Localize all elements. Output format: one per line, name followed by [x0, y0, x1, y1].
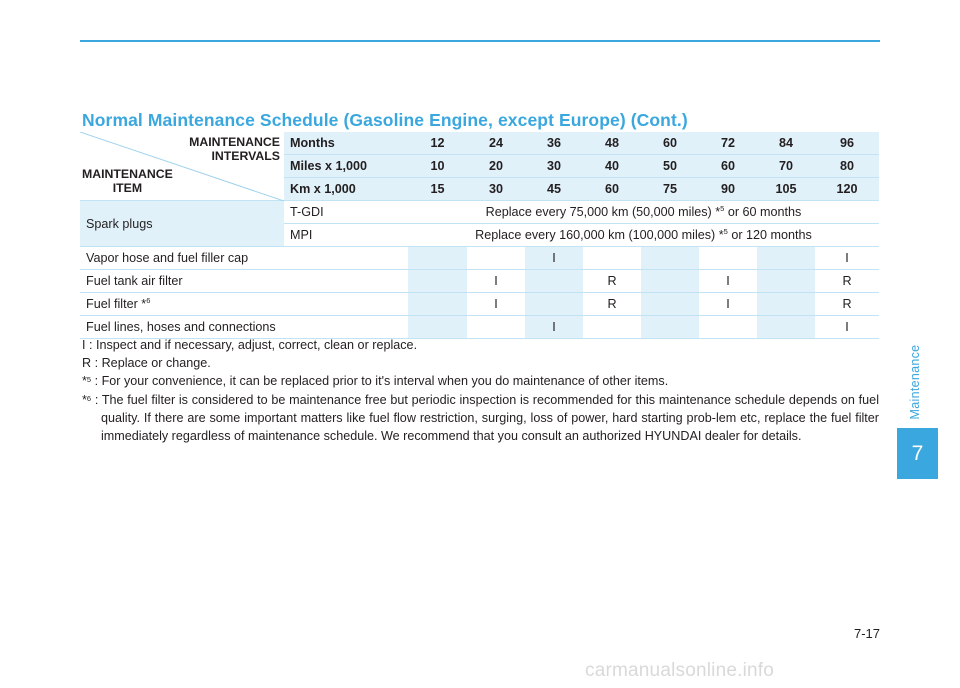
- schedule-cell: [757, 247, 815, 270]
- schedule-cell: R: [815, 293, 879, 316]
- corner-item-label: [82, 167, 173, 195]
- header-value: 80: [815, 155, 879, 178]
- footnote-text: : For your convenience, it can be replaced prior to it's interval when you do maintenance of other items.: [91, 374, 669, 389]
- corner-intervals-line1: MAINTENANCE: [189, 135, 280, 149]
- schedule-cell: [525, 270, 583, 293]
- header-value: 75: [641, 178, 699, 201]
- table-row: [80, 247, 879, 270]
- schedule-cell: [699, 247, 757, 270]
- engine-label-tgdi: T-GDI: [284, 201, 408, 224]
- header-value: 10: [408, 155, 467, 178]
- header-value: 90: [699, 178, 757, 201]
- item-cell-spark-plugs: Spark plugs: [80, 201, 284, 247]
- schedule-cell: I: [815, 316, 879, 339]
- maintenance-schedule-table: [80, 132, 879, 339]
- schedule-cell: [525, 293, 583, 316]
- note-inspect: I : Inspect and if necessary, adjust, correct, clean or replace.: [82, 338, 418, 352]
- top-rule: [80, 40, 880, 42]
- corner-item-line2: ITEM: [112, 181, 143, 195]
- schedule-cell: R: [583, 270, 641, 293]
- page-title: Normal Maintenance Schedule (Gasoline Engine, except Europe) (Cont.): [82, 110, 688, 130]
- schedule-cell: I: [525, 316, 583, 339]
- footnote-asterisk: *: [82, 392, 87, 407]
- spark-plug-interval-mpi: [408, 224, 879, 247]
- schedule-cell: R: [815, 270, 879, 293]
- footnote-asterisk: *: [82, 374, 87, 389]
- header-value: 120: [815, 178, 879, 201]
- header-value: 30: [525, 155, 583, 178]
- header-value: 105: [757, 178, 815, 201]
- footnote-marker: 6: [146, 296, 151, 305]
- header-value: 45: [525, 178, 583, 201]
- watermark: carmanualsonline.info: [585, 660, 775, 681]
- item-name-text: Vapor hose and fuel filler cap: [86, 251, 249, 265]
- item-name-text: Fuel tank air filter: [86, 274, 183, 288]
- schedule-cell: [408, 247, 467, 270]
- schedule-cell: I: [699, 270, 757, 293]
- schedule-cell: [641, 247, 699, 270]
- header-row-months: [80, 132, 879, 155]
- schedule-cell: I: [815, 247, 879, 270]
- schedule-cell: R: [583, 293, 641, 316]
- header-value: 20: [467, 155, 525, 178]
- schedule-cell: I: [525, 247, 583, 270]
- item-name-text: Fuel filter *: [86, 297, 147, 311]
- schedule-cell: [641, 293, 699, 316]
- legend-notes: [82, 336, 879, 445]
- chapter-side-label-text: Maintenance: [908, 344, 922, 420]
- chapter-number-tab: 7: [897, 428, 938, 479]
- header-value: 36: [525, 132, 583, 155]
- table-corner-cell: [80, 132, 284, 201]
- footnote-marker: 6: [86, 393, 92, 403]
- header-value: 60: [699, 155, 757, 178]
- note-replace: R : Replace or change.: [82, 356, 211, 371]
- item-name: [80, 293, 408, 316]
- footnote-marker: 5: [720, 204, 725, 213]
- header-value: 48: [583, 132, 641, 155]
- header-value: 84: [757, 132, 815, 155]
- item-name-text: Fuel lines, hoses and connections: [86, 320, 276, 334]
- corner-intervals-label: [189, 135, 280, 163]
- schedule-cell: [467, 247, 525, 270]
- interval-text: Replace every 75,000 km (50,000 miles) *: [485, 205, 721, 219]
- item-name: [80, 270, 408, 293]
- engine-label-mpi: MPI: [284, 224, 408, 247]
- schedule-cell: [757, 270, 815, 293]
- table-row: [80, 270, 879, 293]
- interval-text-end: or 60 months: [724, 205, 802, 219]
- interval-text-end: or 120 months: [727, 228, 812, 242]
- header-value: 15: [408, 178, 467, 201]
- schedule-cell: I: [467, 293, 525, 316]
- schedule-cell: [408, 270, 467, 293]
- header-value: 72: [699, 132, 757, 155]
- header-label: Months: [284, 132, 408, 155]
- note-footnote-6: [82, 391, 879, 446]
- header-value: 60: [583, 178, 641, 201]
- schedule-cell: [641, 270, 699, 293]
- footnote-text: : The fuel filter is considered to be maintenance free but periodic inspection is recommended for this maintenance schedule depends on fuel quality. If there are some important matters like fuel flow restriction, surging, loss of power, hard starting prob-lem etc, replace the fuel filter immediately regardless of maintenance schedule. We recommend that you consult an authorized HYUNDAI dealer for details.: [91, 392, 879, 444]
- footnote-marker: 5: [723, 227, 728, 236]
- table-row-spark-plugs-tgdi: [80, 201, 879, 224]
- footnote-marker: 5: [86, 375, 92, 385]
- schedule-cell: I: [467, 270, 525, 293]
- header-value: 96: [815, 132, 879, 155]
- corner-item-line1: MAINTENANCE: [82, 167, 173, 181]
- schedule-cell: [408, 293, 467, 316]
- page-number: 7-17: [853, 626, 880, 641]
- chapter-side-label: [905, 342, 925, 422]
- header-value: 24: [467, 132, 525, 155]
- spark-plug-interval-tgdi: [408, 201, 879, 224]
- header-value: 70: [757, 155, 815, 178]
- header-value: 30: [467, 178, 525, 201]
- interval-text: Replace every 160,000 km (100,000 miles) *: [475, 228, 724, 242]
- header-value: 50: [641, 155, 699, 178]
- schedule-cell: [757, 293, 815, 316]
- schedule-cell: I: [699, 293, 757, 316]
- schedule-cell: [583, 247, 641, 270]
- table-row: [80, 293, 879, 316]
- header-value: 40: [583, 155, 641, 178]
- header-label: Km x 1,000: [284, 178, 408, 201]
- note-footnote-5: [82, 372, 879, 390]
- item-name: [80, 247, 408, 270]
- header-value: 60: [641, 132, 699, 155]
- header-value: 12: [408, 132, 467, 155]
- header-label: Miles x 1,000: [284, 155, 408, 178]
- corner-intervals-line2: INTERVALS: [211, 149, 280, 163]
